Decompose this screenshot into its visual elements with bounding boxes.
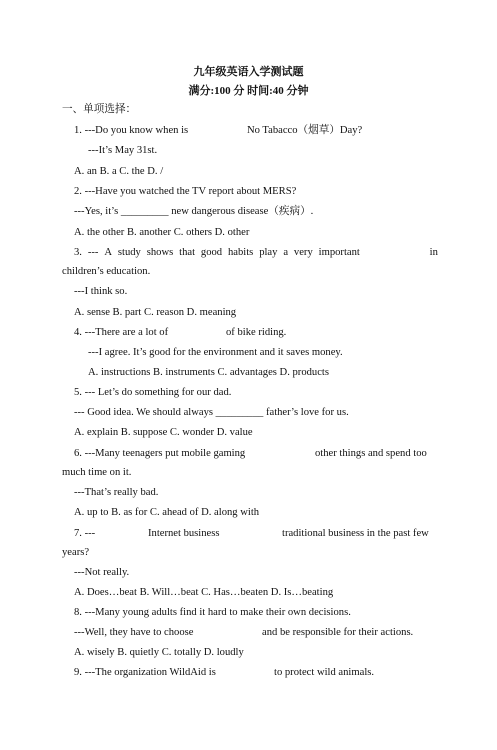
q5-options: A. explain B. suppose C. wonder D. value [74, 427, 253, 438]
q5-prompt: 5. --- Let’s do something for our dad. [74, 387, 232, 398]
q3-word: important [318, 247, 360, 258]
q6-options: A. up to B. as for C. ahead of D. along with [74, 507, 260, 518]
q3-word: habits [227, 247, 254, 258]
q8-reply-part2: and be responsible for their actions. [262, 627, 414, 638]
q9-prompt-part1: 9. ---The organization WildAid is [74, 667, 216, 678]
q7-options: A. Does…beat B. Will…beat C. Has…beaten D. Is…beating [74, 587, 334, 598]
q2-reply: ---Yes, it’s _________ new dangerous disease（疾病）. [74, 206, 314, 217]
q7-prompt-part2: Internet business [148, 528, 220, 539]
q4-reply: ---I agree. It’s good for the environment and it saves money. [88, 347, 343, 358]
q3-options: A. sense B. part C. reason D. meaning [74, 307, 237, 318]
q4-prompt-part2: of bike riding. [226, 327, 287, 338]
q2-prompt: 2. ---Have you watched the TV report about MERS? [74, 186, 297, 197]
q3-word: very [293, 247, 313, 258]
q8-options: A. wisely B. quietly C. totally D. loudly [74, 647, 244, 658]
q6-prompt-part1: 6. ---Many teenagers put mobile gaming [74, 448, 246, 459]
q3-word: A [104, 247, 112, 258]
q2-options: A. the other B. another C. others D. other [74, 227, 250, 238]
q7-prompt-part1: 7. --- [74, 528, 96, 539]
q1-prompt-part2: No Tabacco（烟草）Day? [247, 125, 363, 136]
q4-options: A. instructions B. instruments C. advantages D. products [88, 367, 329, 378]
page-subtitle: 满分:100 分 时间:40 分钟 [188, 85, 309, 97]
q6-prompt-continued: much time on it. [62, 467, 132, 478]
q3-reply: ---I think so. [74, 286, 128, 297]
q1-reply: ---It’s May 31st. [88, 145, 158, 156]
q3-blank [366, 246, 424, 260]
q3-prompt [74, 246, 438, 260]
q6-reply: ---That’s really bad. [74, 487, 159, 498]
q3-word: good [200, 247, 223, 258]
q3-word: 3. [74, 247, 82, 258]
q3-word: --- [87, 247, 99, 258]
q7-prompt-continued: years? [62, 547, 90, 558]
q3-word: shows [146, 247, 174, 258]
q3-word: that [179, 247, 196, 258]
q1-options: A. an B. a C. the D. / [74, 166, 164, 177]
q1-prompt-part1: 1. ---Do you know when is [74, 125, 189, 136]
q4-prompt-part1: 4. ---There are a lot of [74, 327, 169, 338]
q3-word: in [429, 247, 438, 258]
q9-prompt-part2: to protect wild animals. [274, 667, 375, 678]
q3-word: a [283, 247, 289, 258]
page-title: 九年级英语入学测试题 [193, 66, 304, 78]
q3-prompt-continued: children’s education. [62, 266, 151, 277]
section-heading: 一、单项选择： [62, 104, 137, 115]
q7-prompt-part3: traditional business in the past few [282, 528, 429, 539]
q8-prompt: 8. ---Many young adults find it hard to make their own decisions. [74, 607, 351, 618]
q3-word: play [259, 247, 278, 258]
q5-reply: --- Good idea. We should always _________ father’s love for us. [74, 407, 349, 418]
q7-reply: ---Not really. [74, 567, 130, 578]
q6-prompt-part2: other things and spend too [315, 448, 427, 459]
q8-reply-part1: ---Well, they have to choose [74, 627, 194, 638]
q3-word: study [117, 247, 141, 258]
